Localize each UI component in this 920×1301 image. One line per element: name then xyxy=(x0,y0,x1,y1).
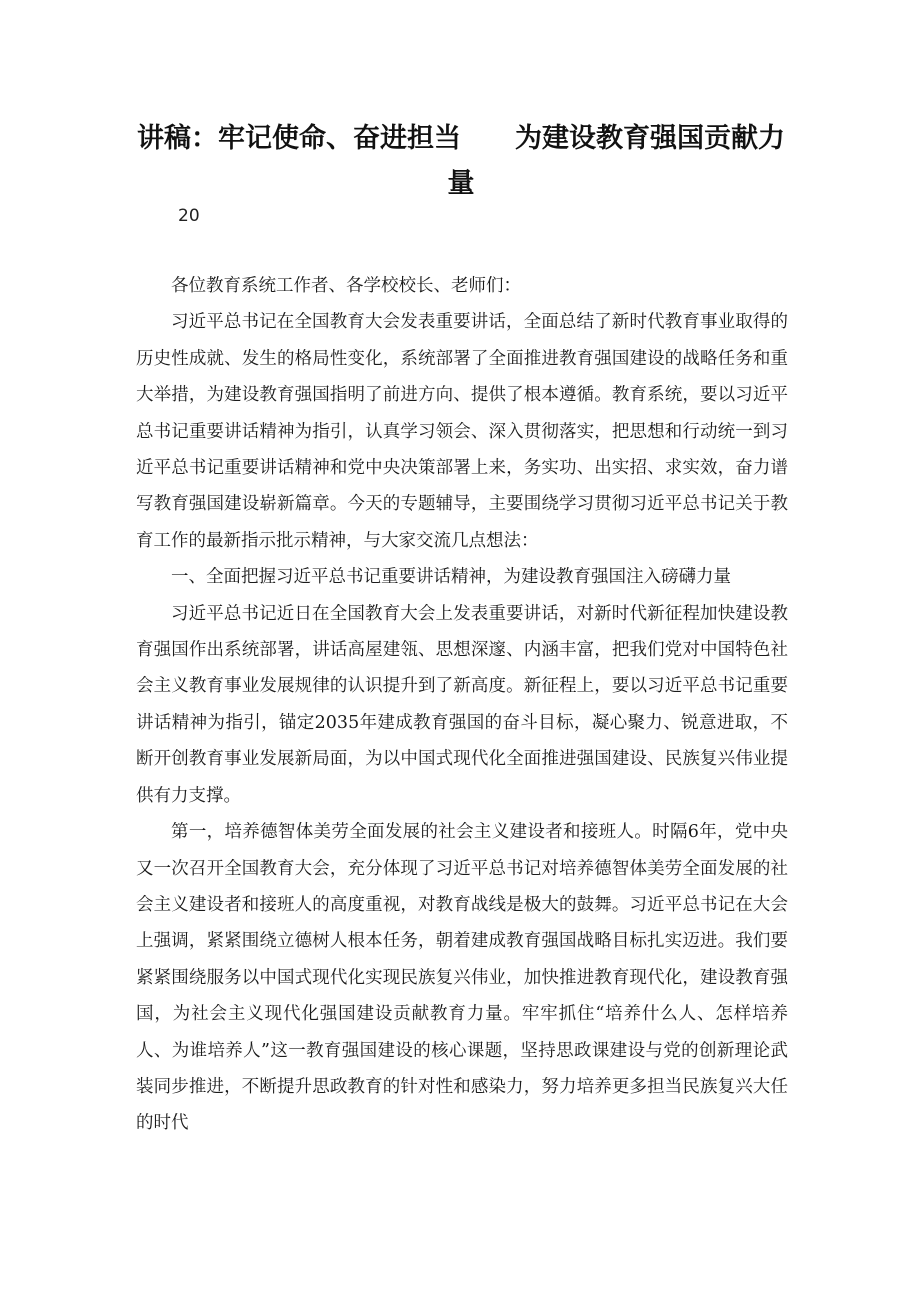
document-title: 讲稿：牢记使命、奋进担当 为建设教育强国贡献力量 xyxy=(137,123,785,199)
paragraph-point-1: 第一，培养德智体美劳全面发展的社会主义建设者和接班人。时隔6年，党中央又一次召开全国教育大会，充分体现了习近平总书记对培养德智体美劳全面发展的社会主义建设者和接班人的高度重视，对教育战线是极大的鼓舞。习近平总书记在大会上强调，紧紧围绕立德树人根本任务，朝着建成教育强国战略目标扎实迈进。我们要紧紧围绕服务以中国式现代化实现民族复兴伟业，加快推进教育现代化，建设教育强国，为社会主义现代化强国建设贡献教育力量。牢牢抓住“培养什么人、怎样培养人、为谁培养人”这一教育强国建设的核心课题，坚持思政课建设与党的创新理论武装同步推进，不断提升思政教育的针对性和感染力，努力培养更多担当民族复兴大任的时代 xyxy=(136,822,788,1134)
paragraph-section-1: 习近平总书记近日在全国教育大会上发表重要讲话，对新时代新征程加快建设教育强国作出系统部署，讲话高屋建瓴、思想深邃、内涵丰富，把我们党对中国特色社会主义教育事业发展规律的认识提升到了新高度。新征程上，要以习近平总书记重要讲话精神为指引，锚定2035年建成教育强国的奋斗目标，凝心聚力、锐意进取，不断开创教育事业发展新局面，为以中国式现代化全面推进强国建设、民族复兴伟业提供有力支撑。 xyxy=(136,603,788,806)
section-heading-1: 一、全面把握习近平总书记重要讲话精神，为建设教育强国注入磅礴力量 xyxy=(171,567,731,588)
paragraph-salutation: 各位教育系统工作者、各学校校长、老师们： xyxy=(171,276,521,296)
paragraph-intro: 习近平总书记在全国教育大会发表重要讲话，全面总结了新时代教育事业取得的历史性成就、发生的格局性变化，系统部署了全面推进教育强国建设的战略任务和重大举措，为建设教育强国指明了前进方向、提供了根本遵循。教育系统，要以习近平总书记重要讲话精神为指引，认真学习领会、深入贯彻落实，把思想和行动统一到习近平总书记重要讲话精神和党中央决策部署上来，务实功、出实招、求实效，奋力谱写教育强国建设崭新篇章。今天的专题辅导，主要围绕学习贯彻习近平总书记关于教育工作的最新指示批示精神，与大家交流几点想法： xyxy=(136,312,788,551)
document-body xyxy=(136,268,788,1142)
document-date: 20 xyxy=(178,206,200,226)
